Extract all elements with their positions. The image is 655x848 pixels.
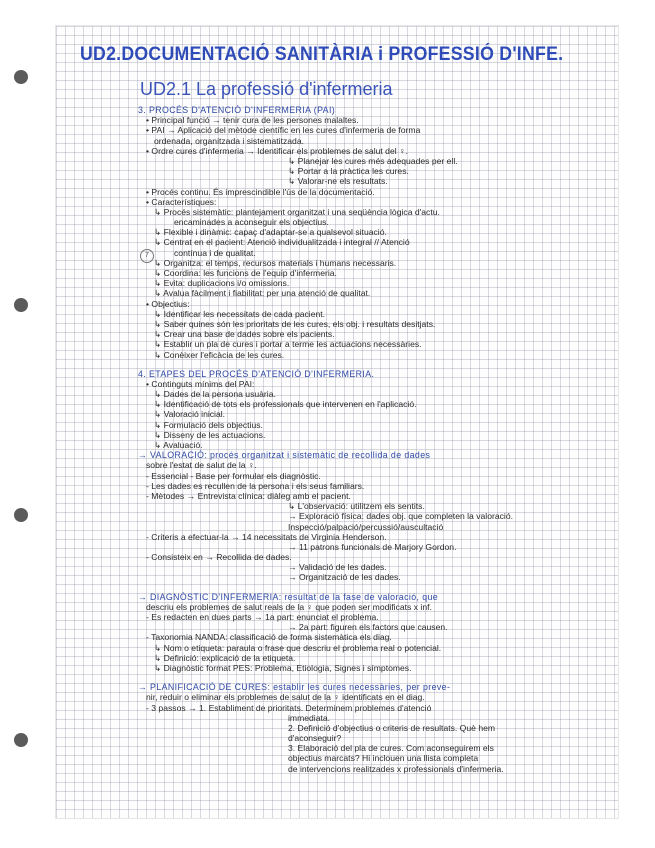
- note-line: • PAI → Aplicació del mètode científic en les cures d'infermeria de forma: [146, 125, 421, 136]
- note-line: Inspecció/palpació/percussió/auscultació: [288, 521, 444, 532]
- note-line: ↳ Portar a la pràctica les cures.: [288, 166, 409, 177]
- note-line: ↳ Coordina: les funcions de l'equip d'infermeria.: [154, 268, 337, 278]
- note-line: encaminades a aconseguir els objectius.: [174, 217, 329, 228]
- note-line: ↳ Formulació dels objectius.: [154, 419, 263, 430]
- note-line: objectius marcats? Hi inclouen una llista completa: [288, 753, 479, 764]
- note-line: → Validació de les dades.: [288, 562, 387, 573]
- note-line: ↳ Centrat en el pacient: Atenció individualitzada i integral // Atenció: [154, 237, 410, 248]
- note-line: 2. Definició d'objectius o criteris de resultats. Què hem: [288, 722, 496, 733]
- note-line: ↳ Crear una base de dades sobre els pacients.: [154, 329, 335, 340]
- note-line: ↳ Procés sistemàtic: plantejament organitzat i una seqüència lògica d'actu.: [154, 206, 440, 217]
- binder-hole-bottom: [14, 733, 28, 747]
- note-line: ↳ Diagnòstic format PES: Problema, Etiologia, Signes i símptomes.: [154, 662, 412, 673]
- note-line: ↳ Identificar les necessitats de cada pacient.: [154, 308, 326, 319]
- note-line: ↳ Disseny de les actuacions.: [154, 429, 266, 440]
- note-line: d'aconseguir?: [288, 733, 342, 744]
- note-line: ↳ Conèixer l'eficàcia de les cures.: [154, 349, 285, 360]
- note-line: - Taxonomia NANDA: classificació de forma sistemàtica els diag.: [146, 632, 392, 643]
- note-line: • Principal funció → tenir cura de les persones malaltes.: [146, 115, 359, 126]
- section-heading: → VALORACIÓ: procés organitzat i sistemàtic de recollida de dades: [138, 450, 431, 461]
- note-line: ordenada, organitzada i sistematitzada.: [154, 135, 305, 146]
- section-heading: → PLANIFICACIÓ DE CURES: establir les cures necessàries, per preve-: [138, 682, 451, 693]
- note-line: ↳ Organitza: el temps, recursos materials i humans necessaris.: [154, 257, 397, 268]
- note-line: • Procés continu. És imprescindible l'ús de la documentació.: [146, 186, 375, 197]
- note-line: descriu els problemes de salut reals de la ♀ que poden ser modificats x inf.: [146, 601, 432, 612]
- margin-circled-mark: 7: [140, 249, 154, 263]
- note-line: → 2a part: figuren els factors que causen.: [288, 622, 448, 633]
- note-line: ↳ Dades de la persona usuària.: [154, 389, 276, 400]
- note-line: → Organització de les dades.: [288, 572, 401, 583]
- note-line: ↳ Evita: duplicacions i/o omissions.: [154, 278, 290, 289]
- line-gap: [138, 360, 608, 369]
- note-line: • Característiques:: [146, 196, 217, 207]
- note-line: de intervencions realitzades x professionals d'infermeria.: [288, 763, 504, 774]
- note-line: ↳ Saber quines són les prioritats de les cures, els obj. i resultats desitjats.: [154, 318, 436, 329]
- note-line: contínua i de qualitat.: [174, 247, 256, 258]
- note-line: • Continguts mínims del PAI:: [146, 378, 255, 389]
- note-line: - Mètodes → Entrevista clínica: diàleg amb el pacient.: [146, 490, 351, 501]
- note-line: sobre l'estat de salut de la ♀.: [146, 460, 257, 471]
- note-line: ↳ Planejar les cures més adequades per ell.: [288, 155, 458, 166]
- note-line: • Ordre cures d'infermeria → Identificar els problemes de salut del ♀.: [146, 145, 408, 156]
- note-line: - Es redacten en dues parts → 1a part: enunciat el problema.: [146, 612, 379, 622]
- note-line: ↳ Identificació de tots els professionals que intervenen en l'aplicació.: [154, 399, 417, 410]
- note-line: → Exploració física: dades obj. que completen la valoració.: [288, 511, 513, 522]
- note-line: nir, reduir o eliminar els problemes de salut de la ♀ identificats en el diag.: [146, 692, 425, 703]
- note-line: ↳ Flexible i dinàmic: capaç d'adaptar-se a qualsevol situació.: [154, 227, 387, 238]
- note-line: - Essencial - Base per formular els diagnòstic.: [146, 470, 321, 481]
- note-line: ↳ Valorar-ne els resultats.: [288, 176, 388, 187]
- note-line: ↳ Establir un pla de cures i portar a terme les actuacions necessàries.: [154, 339, 422, 350]
- note-line: • Objectius:: [146, 298, 190, 309]
- section-heading: 3. PROCÉS D'ATENCIÓ D'INFERMERIA (PAI): [138, 105, 336, 115]
- note-line: ↳ Valoració inicial.: [154, 409, 226, 420]
- binder-hole-lower-middle: [14, 508, 28, 522]
- note-line: - Criteris a efectuar-la → 14 necessitats de Virginia Henderson.: [146, 531, 387, 542]
- note-line: ↳ Avaluació.: [154, 440, 203, 450]
- note-line: ↳ Nom o etiqueta: paraula o frase que descriu el problema real o potencial.: [154, 642, 442, 653]
- section-heading: 4. ETAPES DEL PROCÉS D'ATENCIÓ D'INFERMERIA.: [138, 368, 375, 379]
- line-gap: [138, 583, 608, 592]
- note-line: - Les dades es recullen de la persona i els seus familiars.: [146, 480, 365, 491]
- note-line: - Consisteix en → Recollida de dades.: [146, 552, 292, 563]
- binder-hole-upper-middle: [14, 298, 28, 312]
- section-heading: → DIAGNÒSTIC D'INFERMERIA: resultat de la fase de valoració, que: [138, 591, 439, 602]
- note-line: ↳ L'observació: utilitzem els sentits.: [288, 501, 425, 512]
- note-line: - 3 passos → 1. Establiment de prioritats. Determinem problemes d'atenció: [146, 702, 432, 713]
- page-title: UD2.DOCUMENTACIÓ SANITÀRIA i PROFESSIÓ D'INFE.: [80, 44, 564, 65]
- note-line: → 11 patrons funcionals de Marjory Gordon.: [288, 541, 457, 552]
- note-line: 3. Elaboració del pla de cures. Com aconseguirem els: [288, 743, 494, 754]
- section-subtitle: UD2.1 La professió d'infermeria: [140, 79, 393, 99]
- note-line: ↳ Definició: explicació de la etiqueta.: [154, 652, 296, 663]
- handwritten-notes: [138, 105, 608, 774]
- line-gap: [138, 673, 608, 682]
- note-line: immediata.: [288, 712, 331, 723]
- binder-hole-top: [14, 70, 28, 84]
- note-line: ↳ Avalua fàcilment i fiabilitat: per una atenció de qualitat.: [154, 288, 371, 299]
